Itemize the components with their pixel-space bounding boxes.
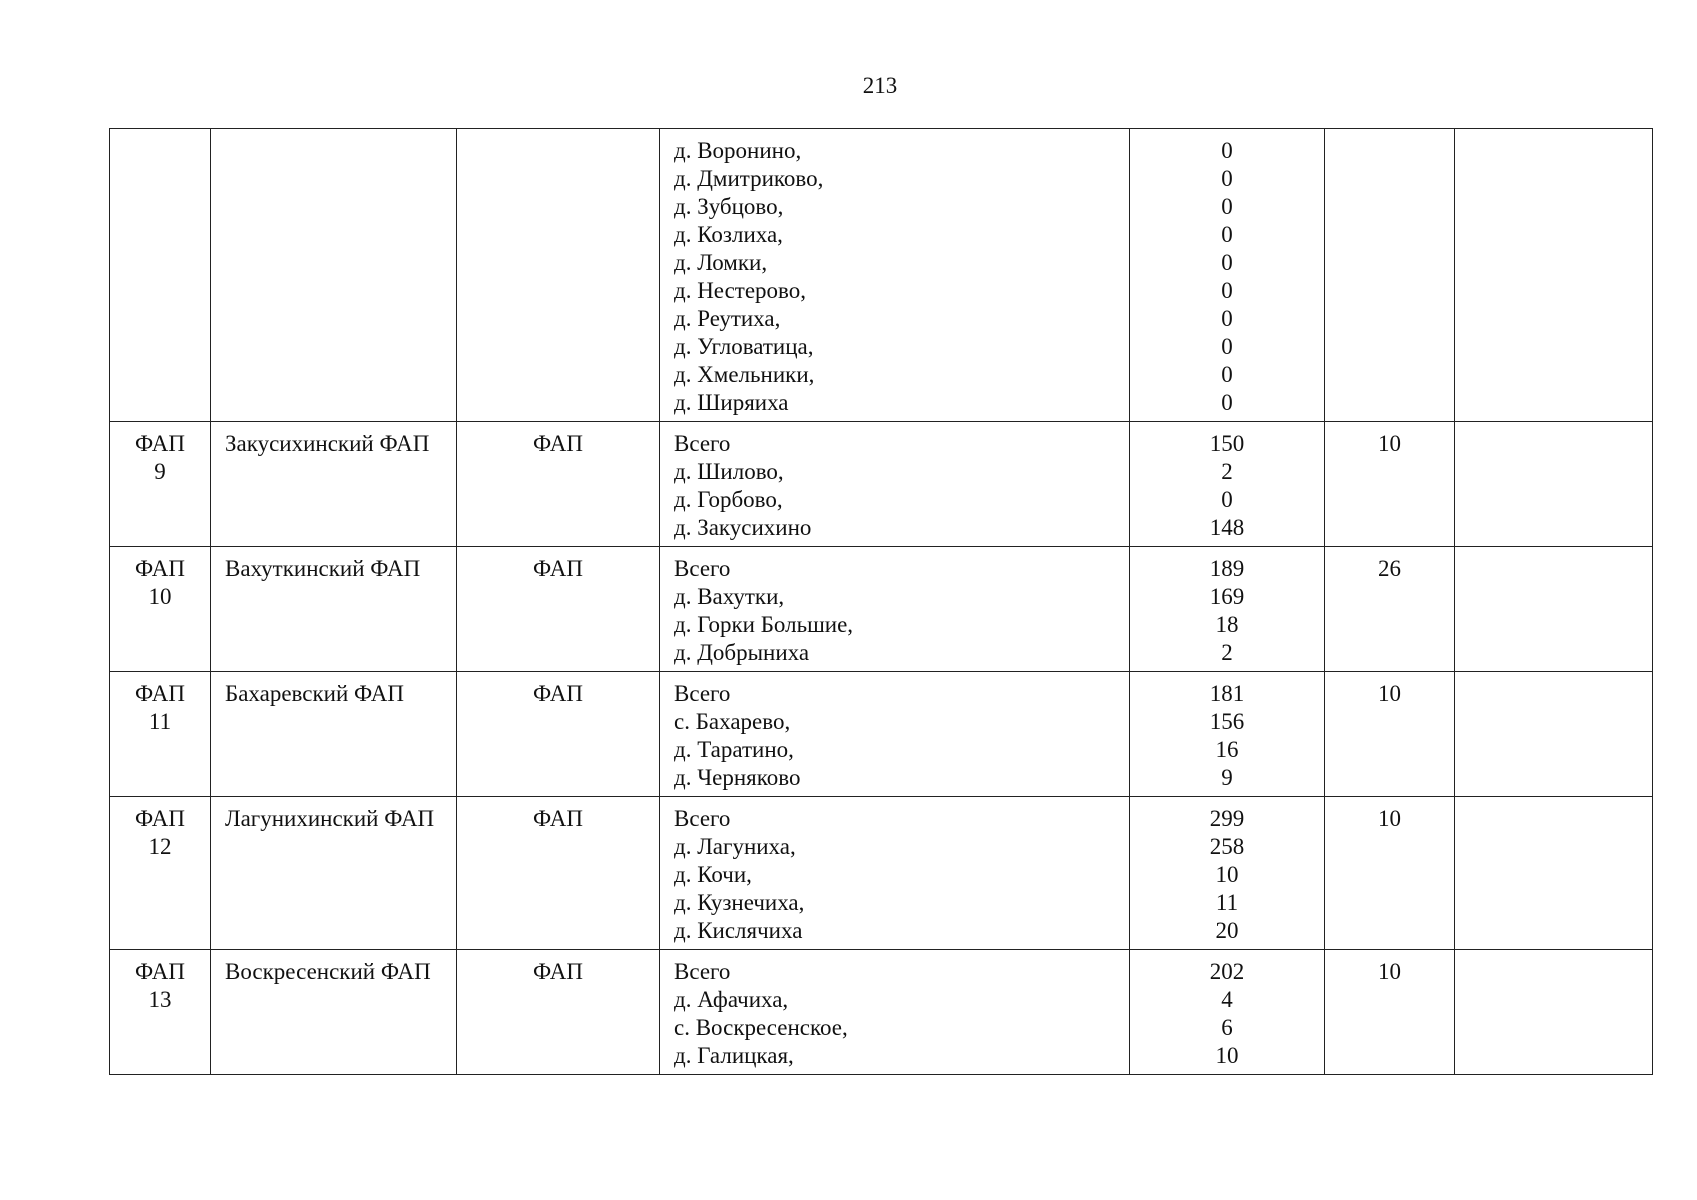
- population-value: 202: [1209, 959, 1245, 984]
- population-value: 0: [1221, 390, 1233, 415]
- settlement-name: д. Реутиха,: [674, 306, 781, 331]
- facility-name-cell: [211, 950, 457, 1075]
- population-value: 10: [1215, 1043, 1239, 1068]
- settlement-name: д. Угловатица,: [674, 334, 814, 359]
- facility-name-cell: [211, 547, 457, 672]
- settlement-name: д. Шилово,: [674, 459, 784, 484]
- table-row: [110, 422, 1653, 547]
- extra-value-cell: [1325, 950, 1455, 1075]
- facility-name-cell: [211, 672, 457, 797]
- table-body: [110, 129, 1653, 1075]
- row-number-cell: [110, 797, 211, 950]
- population-value: 181: [1209, 681, 1245, 706]
- facility-name-cell: [211, 129, 457, 422]
- facility-name: Воскресенский ФАП: [225, 959, 431, 984]
- extra-value-cell: [1325, 129, 1455, 422]
- settlement-name: д. Ломки,: [674, 250, 768, 275]
- table-row: [110, 797, 1653, 950]
- settlement-name: д. Афачиха,: [674, 987, 789, 1012]
- row-number-label: ФАП: [135, 806, 185, 831]
- settlement-name: д. Вахутки,: [674, 584, 785, 609]
- facility-type: ФАП: [533, 431, 583, 456]
- empty-cell: [1455, 950, 1653, 1075]
- settlements-cell: [660, 547, 1130, 672]
- population-value: 169: [1209, 584, 1245, 609]
- facility-type-cell: [457, 797, 660, 950]
- population-cell: [1130, 797, 1325, 950]
- population-value: 0: [1221, 138, 1233, 163]
- row-number-value: 11: [148, 709, 172, 734]
- population-value: 4: [1221, 987, 1233, 1012]
- population-value: 0: [1221, 334, 1233, 359]
- settlement-name: д. Дмитриково,: [674, 166, 824, 191]
- extra-value-cell: [1325, 797, 1455, 950]
- settlement-name: Всего: [674, 556, 731, 581]
- facility-name-cell: [211, 797, 457, 950]
- row-number-value: 10: [148, 584, 172, 609]
- population-value: 11: [1215, 890, 1239, 915]
- row-number-value: 9: [154, 459, 166, 484]
- settlement-name: д. Воронино,: [674, 138, 802, 163]
- extra-value: 10: [1378, 431, 1401, 456]
- population-cell: [1130, 950, 1325, 1075]
- settlement-name: Всего: [674, 806, 731, 831]
- settlements-cell: [660, 129, 1130, 422]
- row-number-value: 12: [148, 834, 172, 859]
- extra-value: 10: [1378, 681, 1401, 706]
- settlement-name: д. Таратино,: [674, 737, 794, 762]
- facility-type: ФАП: [533, 806, 583, 831]
- population-value: 18: [1215, 612, 1239, 637]
- population-value: 148: [1209, 515, 1245, 540]
- population-value: 16: [1215, 737, 1239, 762]
- table-row: [110, 129, 1653, 422]
- population-value: 10: [1215, 862, 1239, 887]
- settlement-name: с. Бахарево,: [674, 709, 791, 734]
- population-value: 0: [1221, 362, 1233, 387]
- extra-value-cell: [1325, 547, 1455, 672]
- row-number-label: ФАП: [135, 556, 185, 581]
- settlement-name: д. Черняково: [674, 765, 801, 790]
- settlement-name: д. Кузнечиха,: [674, 890, 805, 915]
- settlement-name: д. Хмельники,: [674, 362, 815, 387]
- facility-name: Вахуткинский ФАП: [225, 556, 421, 581]
- settlement-name: д. Нестерово,: [674, 278, 807, 303]
- row-number-cell: [110, 672, 211, 797]
- population-value: 150: [1209, 431, 1245, 456]
- population-value: 2: [1221, 640, 1233, 665]
- settlement-name: Всего: [674, 681, 731, 706]
- facility-type: ФАП: [533, 556, 583, 581]
- facility-type: ФАП: [533, 959, 583, 984]
- row-number-label: ФАП: [135, 681, 185, 706]
- extra-value: 26: [1378, 556, 1401, 581]
- facility-name: Лагунихинский ФАП: [225, 806, 435, 831]
- row-number-label: ФАП: [135, 959, 185, 984]
- settlements-cell: [660, 950, 1130, 1075]
- extra-value-cell: [1325, 422, 1455, 547]
- facility-type: ФАП: [533, 681, 583, 706]
- row-number-cell: [110, 950, 211, 1075]
- row-number-cell: [110, 422, 211, 547]
- empty-cell: [1455, 797, 1653, 950]
- population-value: 189: [1209, 556, 1245, 581]
- settlement-name: д. Закусихино: [674, 515, 812, 540]
- settlements-cell: [660, 797, 1130, 950]
- settlement-name: Всего: [674, 431, 731, 456]
- settlement-name: Всего: [674, 959, 731, 984]
- population-value: 20: [1215, 918, 1239, 943]
- settlement-name: с. Воскресенское,: [674, 1015, 848, 1040]
- empty-cell: [1455, 672, 1653, 797]
- population-cell: [1130, 547, 1325, 672]
- empty-cell: [1455, 547, 1653, 672]
- facility-name-cell: [211, 422, 457, 547]
- population-value: 2: [1221, 459, 1233, 484]
- population-value: 6: [1221, 1015, 1233, 1040]
- extra-value: 10: [1378, 806, 1401, 831]
- facility-type-cell: [457, 129, 660, 422]
- population-value: 0: [1221, 306, 1233, 331]
- facilities-table: [109, 128, 1653, 1075]
- table-row: [110, 547, 1653, 672]
- population-value: 0: [1221, 250, 1233, 275]
- extra-value-cell: [1325, 672, 1455, 797]
- extra-value: 10: [1378, 959, 1401, 984]
- table-row: [110, 672, 1653, 797]
- settlement-name: д. Кочи,: [674, 862, 752, 887]
- population-value: 0: [1221, 194, 1233, 219]
- population-value: 258: [1209, 834, 1245, 859]
- row-number-label: ФАП: [135, 431, 185, 456]
- settlements-cell: [660, 672, 1130, 797]
- population-cell: [1130, 422, 1325, 547]
- population-value: 0: [1221, 222, 1233, 247]
- settlement-name: д. Горбово,: [674, 487, 783, 512]
- table-row: [110, 950, 1653, 1075]
- settlement-name: д. Ширяиха: [674, 390, 789, 415]
- row-number-value: [110, 165, 210, 193]
- population-value: 9: [1221, 765, 1233, 790]
- page-number: 213: [862, 73, 898, 98]
- population-value: 156: [1209, 709, 1245, 734]
- settlement-name: д. Кислячиха: [674, 918, 803, 943]
- population-value: 0: [1221, 278, 1233, 303]
- row-number-cell: [110, 129, 211, 422]
- row-number-label: [110, 137, 210, 165]
- settlement-name: д. Горки Большие,: [674, 612, 854, 637]
- population-value: 0: [1221, 166, 1233, 191]
- settlement-name: д. Козлиха,: [674, 222, 783, 247]
- facility-name: Бахаревский ФАП: [225, 681, 404, 706]
- population-value: 0: [1221, 487, 1233, 512]
- facility-type-cell: [457, 672, 660, 797]
- settlement-name: д. Зубцово,: [674, 194, 784, 219]
- facility-type-cell: [457, 547, 660, 672]
- settlements-cell: [660, 422, 1130, 547]
- population-cell: [1130, 129, 1325, 422]
- facility-name: Закусихинский ФАП: [225, 431, 430, 456]
- population-value: 299: [1209, 806, 1245, 831]
- settlement-name: д. Галицкая,: [674, 1043, 794, 1068]
- empty-cell: [1455, 129, 1653, 422]
- facility-type-cell: [457, 422, 660, 547]
- row-number-cell: [110, 547, 211, 672]
- empty-cell: [1455, 422, 1653, 547]
- facility-type-cell: [457, 950, 660, 1075]
- row-number-value: 13: [148, 987, 172, 1012]
- settlement-name: д. Добрыниха: [674, 640, 810, 665]
- settlement-name: д. Лагуниха,: [674, 834, 796, 859]
- population-cell: [1130, 672, 1325, 797]
